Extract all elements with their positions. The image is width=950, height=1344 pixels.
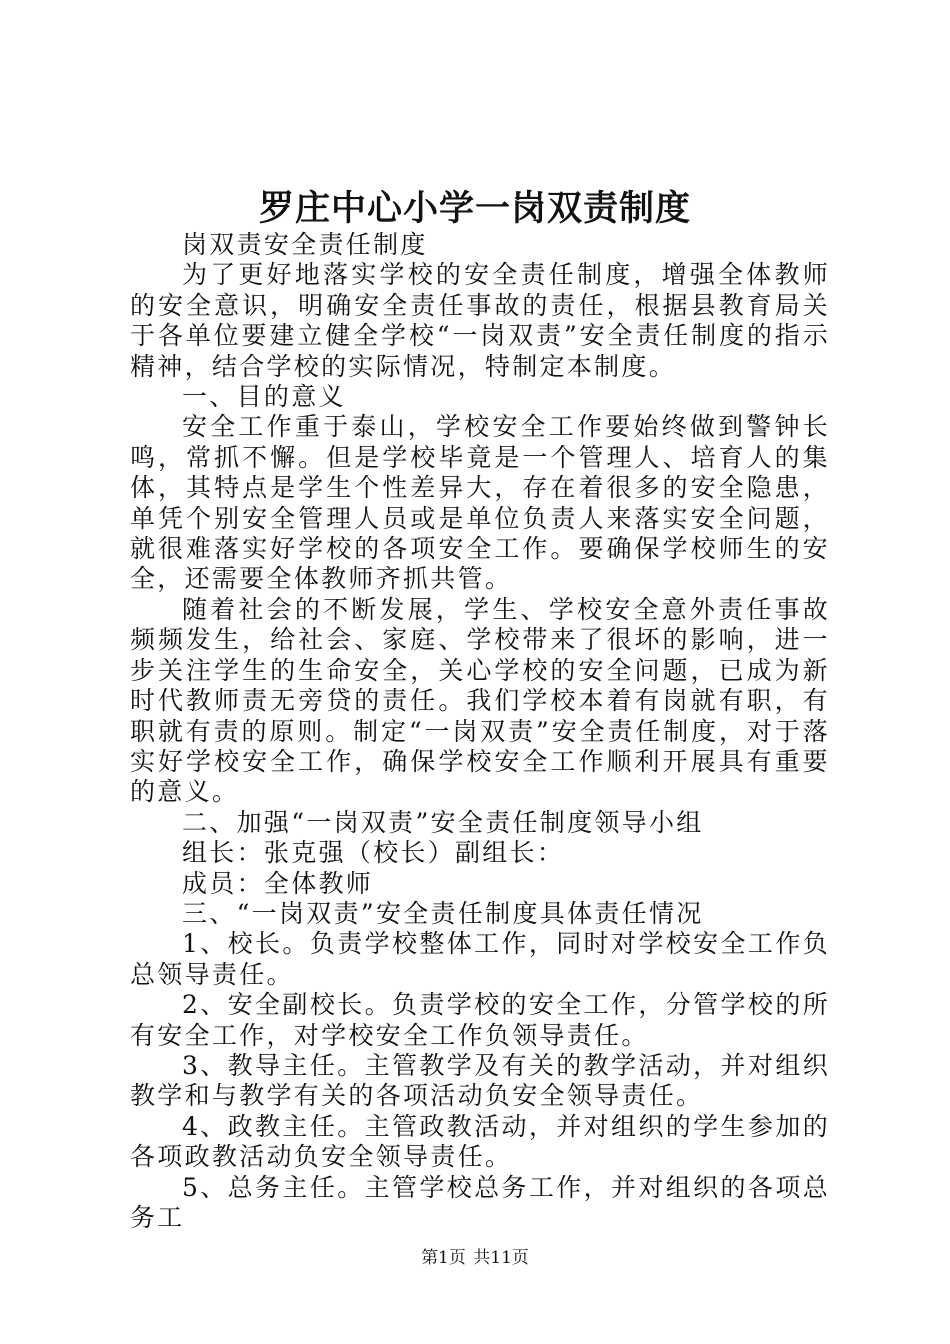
paragraph-purpose-2: 随着社会的不断发展，学生、学校安全意外责任事故频频发生，给社会、家庭、学校带来了很坏的影响，进一步关注学生的生命安全，关心学校的安全问题，已成为新时代教师责无旁贷的责任。我们学校本着有岗就有职，有职就有责的原则。制定“一岗双责”安全责任制度，对于落实好学校安全工作，确保学校安全工作顺利开展具有重要的意义。 bbox=[130, 594, 830, 807]
responsibility-item: 5、总务主任。主管学校总务工作，并对组织的各项总务工 bbox=[130, 1172, 830, 1232]
responsibility-item: 1、校长。负责学校整体工作，同时对学校安全工作负总领导责任。 bbox=[130, 929, 830, 989]
paragraph-purpose-1: 安全工作重于泰山，学校安全工作要始终做到警钟长鸣，常抓不懈。但是学校毕竟是一个管理人、培育人的集体，其特点是学生个性差异大，存在着很多的安全隐患，单凭个别安全管理人员或是单位负责人来落实安全问题，就很难落实好学校的各项安全工作。要确保学校师生的安全，还需要全体教师齐抓共管。 bbox=[130, 412, 830, 594]
paragraph-intro: 为了更好地落实学校的安全责任制度，增强全体教师的安全意识，明确安全责任事故的责任，根据县教育局关于各单位要建立健全学校“一岗双责”安全责任制度的指示精神，结合学校的实际情况，特制定本制度。 bbox=[130, 260, 830, 381]
responsibility-item: 2、安全副校长。负责学校的安全工作，分管学校的所有安全工作，对学校安全工作负领导责任。 bbox=[130, 990, 830, 1050]
section-heading-leadership: 二、加强“一岗双责”安全责任制度领导小组 bbox=[182, 807, 704, 837]
paragraph-leader: 组长：张克强（校长）副组长： bbox=[182, 838, 565, 868]
page-number: 第1页 bbox=[421, 1248, 466, 1268]
paragraph-members: 成员：全体教师 bbox=[182, 868, 374, 898]
section-heading-purpose: 一、目的意义 bbox=[182, 382, 346, 412]
paragraph-subtitle: 岗双责安全责任制度 bbox=[182, 230, 428, 259]
page-total: 共11页 bbox=[473, 1248, 529, 1268]
document-title: 罗庄中心小学一岗双责制度 bbox=[258, 188, 691, 229]
section-heading-responsibilities: 三、“一岗双责”安全责任制度具体责任情况 bbox=[182, 898, 704, 928]
document-body bbox=[130, 230, 830, 1233]
responsibility-item: 3、教导主任。主管教学及有关的教学活动，并对组织教学和与教学有关的各项活动负安全领导责任。 bbox=[130, 1050, 830, 1111]
responsibility-item: 4、政教主任。主管政教活动，并对组织的学生参加的各项政教活动负安全领导责任。 bbox=[130, 1111, 830, 1172]
page-footer bbox=[0, 1246, 950, 1270]
